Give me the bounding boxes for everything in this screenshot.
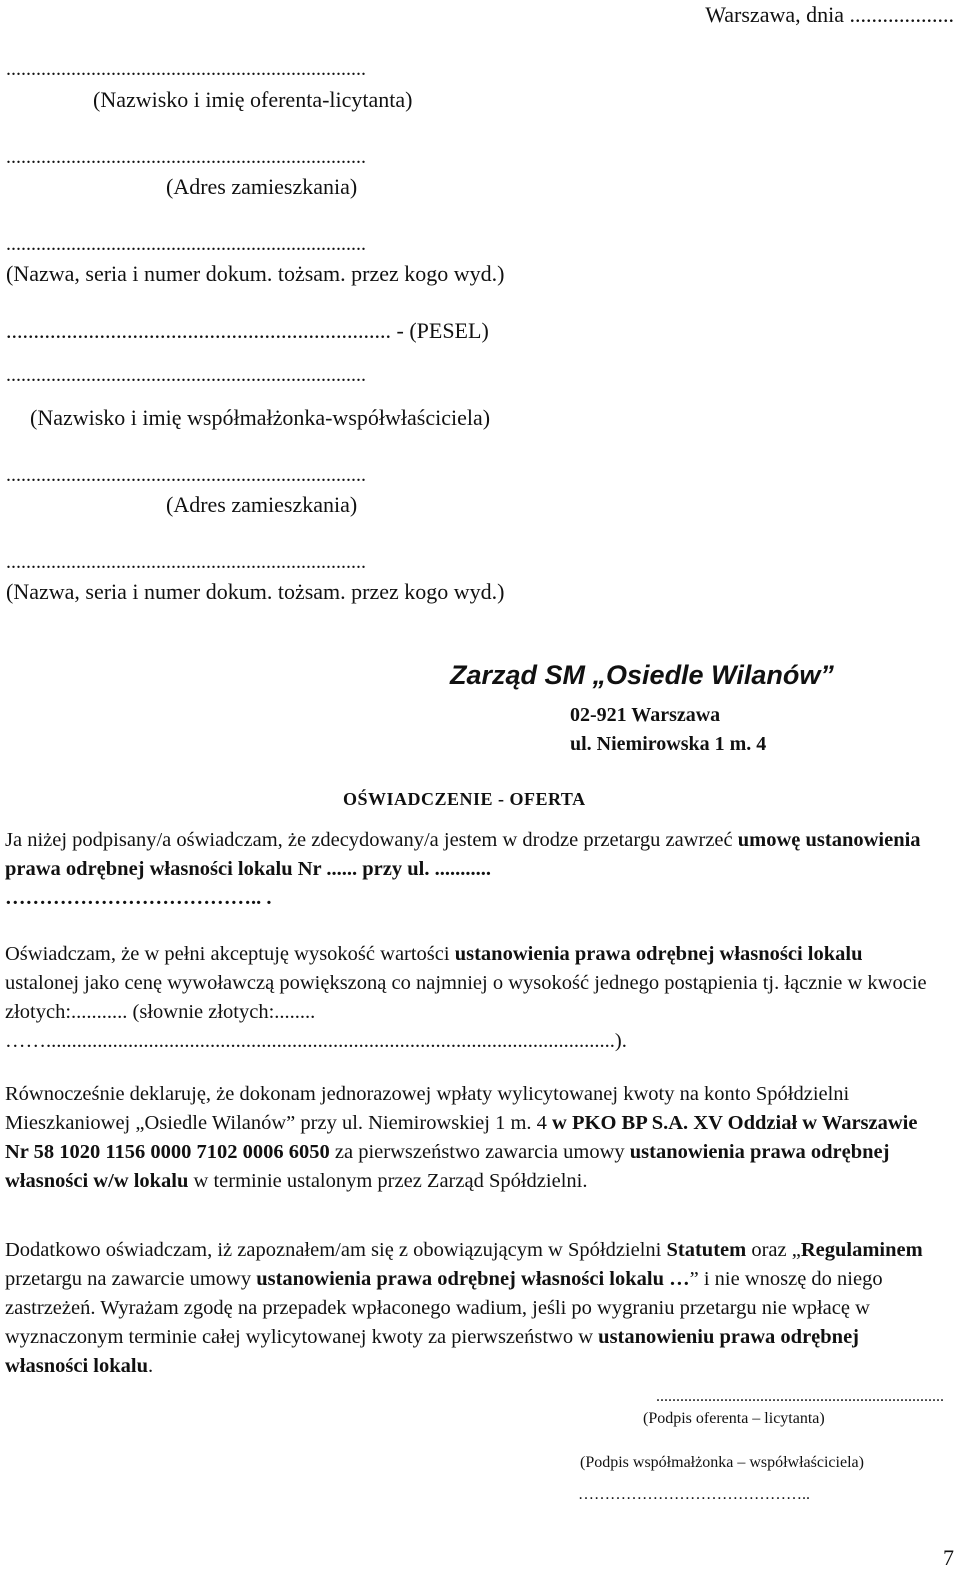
paragraph-acceptance-bold: ustanowienia prawa odrębnej własności lokalu [454,943,863,965]
signature-spouse-label: (Podpis współmałżonka – współwłaściciela) [580,1454,864,1471]
paragraph-intent-bold: umowę ustanowienia prawa odrębnej własności lokalu Nr ...... przy ul. ........... [5,829,921,880]
paragraph-regulations [5,1236,940,1381]
field-label-offerer-name: (Nazwisko i imię oferenta-licytanta) [93,87,413,112]
field-dots-offerer-address: ........................................................................ [6,146,366,168]
paragraph-payment-text-a: Równocześnie deklaruję, że dokonam jednorazowej wpłaty wylicytowanej kwoty na konto Spółdzielni Mieszkaniowej „Osiedle Wilanów” przy ul. Niemirowskiej 1 m. 4 [5,1083,850,1134]
field-dots-offerer-name: ........................................................................ [6,58,366,80]
field-label-spouse-id: (Nazwa, seria i numer dokum. tożsam. przez kogo wyd.) [6,579,505,604]
field-label-offerer-address: (Adres zamieszkania) [166,174,358,199]
addressee-postal: 02-921 Warszawa [570,704,721,726]
paragraph-acceptance-text-a: Oświadczam, że w pełni akceptuję wysokość wartości [5,943,455,965]
paragraph-payment-bank-account: w PKO BP S.A. XV Oddział w Warszawie Nr 58 1020 1156 0000 7102 0006 6050 [5,1112,918,1163]
field-dots-spouse-id: ........................................................................ [6,551,366,573]
paragraph-reg-bold-h: ustanowieniu prawa odrębnej własności lokalu [5,1326,860,1377]
field-pesel: ...................................................................... - (PESEL) [6,318,489,343]
document-title: OŚWIADCZENIE - OFERTA [343,789,586,809]
paragraph-payment [5,1080,940,1196]
date-line: Warszawa, dnia ................... [705,2,954,27]
field-dots-offerer-id: ........................................................................ [6,233,366,255]
addressee-street: ul. Niemirowska 1 m. 4 [570,733,767,755]
paragraph-acceptance-text-c: ustalonej jako cenę wywoławczą powiększoną co najmniej o wysokość jednego postąpienia tj. łącznie w kwocie złotych:........... (słownie złotych:........ ……...............................................................................................................). [5,972,927,1052]
paragraph-acceptance [5,940,940,1056]
field-label-spouse-address: (Adres zamieszkania) [166,492,358,517]
field-dots-spouse-address: ........................................................................ [6,464,366,486]
paragraph-payment-text-e: w terminie ustalonym przez Zarząd Spółdzielni. [188,1170,588,1192]
paragraph-reg-text-e: przetargu na zawarcie umowy [5,1268,257,1290]
paragraph-intent-dots: ……………………………….. . [5,887,272,909]
paragraph-reg-text-g: ” i nie wnoszę do niego zastrzeżeń. Wyrażam zgodę na przepadek wpłaconego wadium, jeśli po wygraniu przetargu nie wpłacę w wyznaczonym terminie całej wylicytowanej kwoty za pierwszeństwo w [5,1268,883,1348]
field-label-offerer-id: (Nazwa, seria i numer dokum. tożsam. przez kogo wyd.) [6,261,505,286]
signature-spouse-dots: …………………………………….. [578,1486,810,1503]
paragraph-reg-statute: Statutem [666,1239,747,1261]
paragraph-payment-text-c: za pierwszeństwo zawarcia umowy [329,1141,630,1163]
field-label-spouse-name: (Nazwisko i imię współmałżonka-współwłaściciela) [30,405,491,430]
paragraph-payment-bold-d: ustanowienia prawa odrębnej własności w/w lokalu [5,1141,890,1192]
paragraph-reg-bold-f: ustanowienia prawa odrębnej własności lokalu … [256,1268,690,1290]
paragraph-reg-text-i: . [147,1355,154,1377]
page-number: 7 [943,1545,954,1570]
paragraph-reg-text-a: Dodatkowo oświadczam, iż zapoznałem/am się z obowiązującym w Spółdzielni [5,1239,667,1261]
paragraph-reg-text-c: oraz „ [746,1239,801,1261]
paragraph-intent-text: Ja niżej podpisany/a oświadczam, że zdecydowany/a jestem w drodze przetargu zawrzeć [5,829,738,851]
signature-offerer-dots: ........................................................................ [656,1388,944,1405]
signature-offerer-label: (Podpis oferenta – licytanta) [643,1410,825,1427]
paragraph-reg-regulation: Regulaminem [800,1239,923,1261]
addressee-name: Zarząd SM „Osiedle Wilanów” [450,660,834,690]
paragraph-intent [5,826,940,913]
field-dots-spouse-name: ........................................................................ [6,364,366,386]
